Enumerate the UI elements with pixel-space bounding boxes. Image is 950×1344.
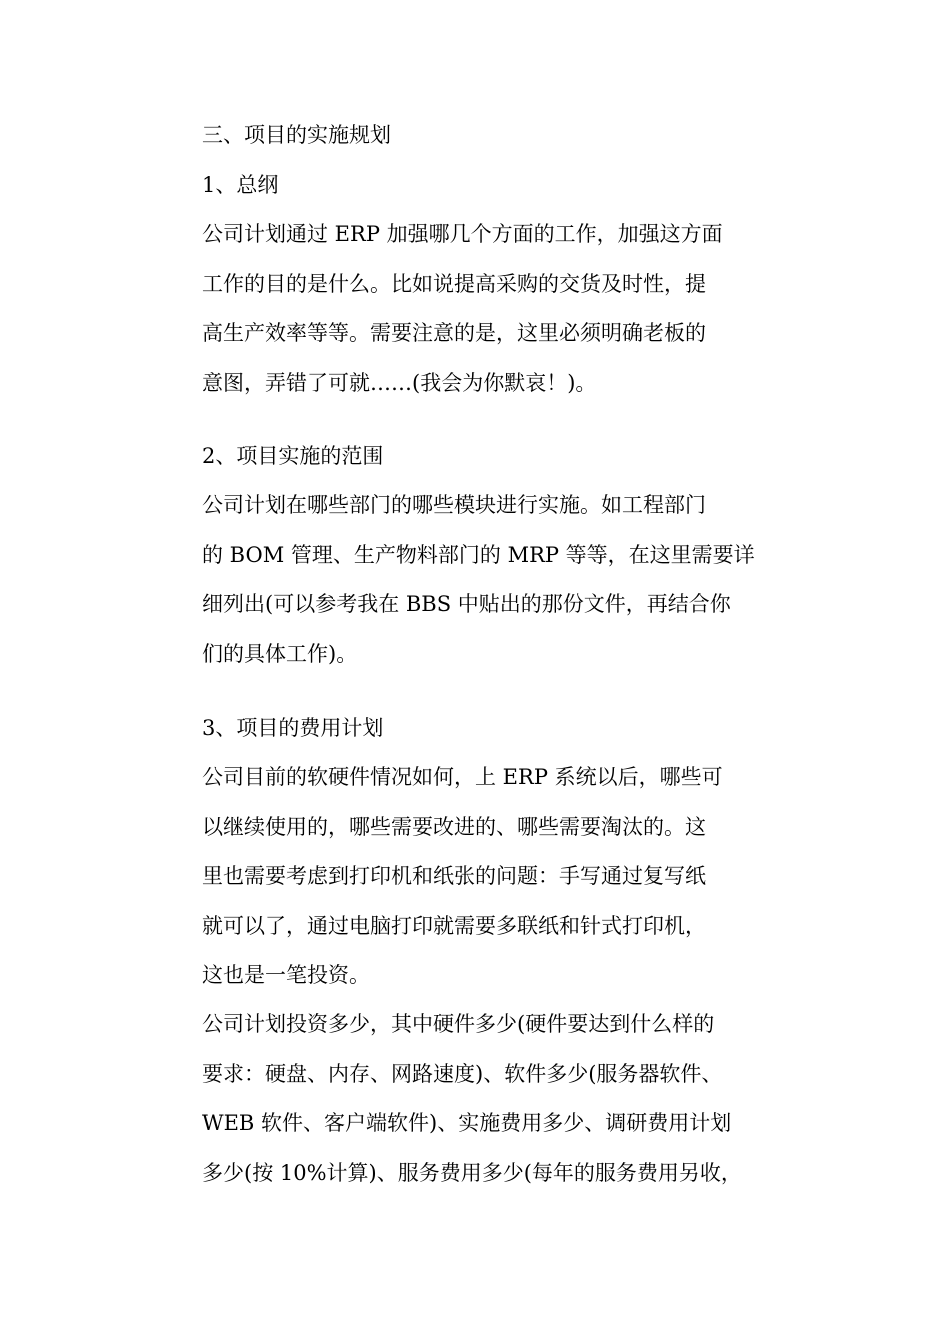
section-2 <box>202 432 762 679</box>
paragraph-line: WEB 软件、客户端软件)、实施费用多少、调研费用计划 <box>202 1111 732 1136</box>
paragraph-line: 高生产效率等等。需要注意的是，这里必须明确老板的 <box>202 321 706 346</box>
paragraph-line: 工作的目的是什么。比如说提高采购的交货及时性，提 <box>202 271 706 296</box>
paragraph-line: 多少(按 10%计算)、服务费用多少(每年的服务费用另收， <box>202 1160 742 1185</box>
section-1 <box>202 161 762 408</box>
paragraph-line: 要求：硬盘、内存、网路速度)、软件多少(服务器软件、 <box>202 1061 723 1086</box>
paragraph-line: 公司计划投资多少，其中硬件多少(硬件要达到什么样的 <box>202 1012 715 1037</box>
paragraph-line: 以继续使用的，哪些需要改进的、哪些需要淘汰的。这 <box>202 814 706 839</box>
paragraph-line: 公司目前的软硬件情况如何，上 ERP 系统以后，哪些可 <box>202 765 723 790</box>
paragraph-line: 们的具体工作)。 <box>202 641 358 666</box>
paragraph-line: 这也是一笔投资。 <box>202 962 370 987</box>
section-heading: 3、项目的费用计划 <box>202 716 384 740</box>
section-heading: 1、总纲 <box>202 173 279 197</box>
section-title: 三、项目的实施规划 <box>202 123 391 147</box>
paragraph-line: 就可以了，通过电脑打印就需要多联纸和针式打印机， <box>202 913 706 938</box>
paragraph-line: 意图，弄错了可就……(我会为你默哀！)。 <box>202 370 597 395</box>
paragraph-line: 的 BOM 管理、生产物料部门的 MRP 等等，在这里需要详 <box>202 542 755 567</box>
paragraph-line: 公司计划通过 ERP 加强哪几个方面的工作，加强这方面 <box>202 222 723 247</box>
section-3 <box>202 704 762 1198</box>
paragraph-line: 公司计划在哪些部门的哪些模块进行实施。如工程部门 <box>202 493 706 518</box>
paragraph-line: 细列出(可以参考我在 BBS 中贴出的那份文件，再结合你 <box>202 592 731 617</box>
paragraph-line: 里也需要考虑到打印机和纸张的问题：手写通过复写纸 <box>202 864 706 889</box>
section-heading: 2、项目实施的范围 <box>202 444 384 468</box>
